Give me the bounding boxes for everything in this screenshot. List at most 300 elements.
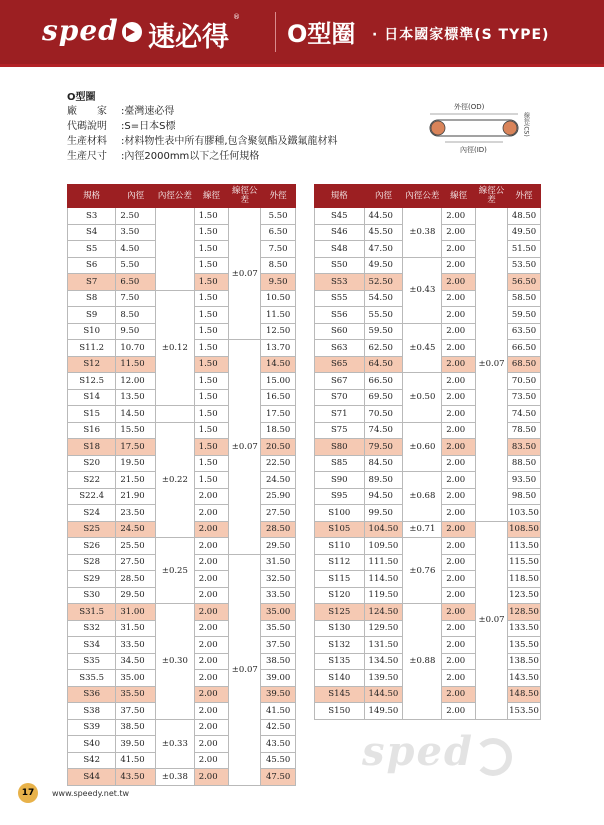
cell-od: 39.00 (261, 670, 296, 687)
cell-id: 23.50 (116, 505, 156, 522)
cell-spec: S20 (68, 455, 116, 472)
table-row (68, 422, 296, 439)
cell-id: 47.50 (364, 241, 403, 258)
cell-spec: S71 (315, 406, 365, 423)
cell-id: 79.50 (364, 439, 403, 456)
website-url: www.speedy.net.tw (52, 789, 130, 798)
cell-id: 129.50 (364, 620, 403, 637)
cell-cs: 2.00 (442, 554, 476, 571)
cell-id: 94.50 (364, 488, 403, 505)
cell-od: 20.50 (261, 439, 296, 456)
cell-od: 35.00 (261, 604, 296, 621)
cell-cs: 2.00 (442, 307, 476, 324)
cell-cs: 2.00 (442, 290, 476, 307)
cell-cs: 2.00 (442, 538, 476, 555)
cell-spec: S42 (68, 752, 116, 769)
page-title: O型圈 (287, 20, 356, 48)
cell-id: 28.50 (116, 571, 156, 588)
cell-od: 128.50 (508, 604, 541, 621)
cs-tolerance: ±0.07 (229, 208, 261, 340)
cell-cs: 2.00 (194, 719, 229, 736)
id-tolerance: ±0.45 (403, 323, 442, 373)
cell-od: 51.50 (508, 241, 541, 258)
cell-cs: 1.50 (194, 373, 229, 390)
cell-id: 139.50 (364, 670, 403, 687)
cell-id: 43.50 (116, 769, 156, 786)
cell-od: 83.50 (508, 439, 541, 456)
cell-id: 41.50 (116, 752, 156, 769)
cell-spec: S35.5 (68, 670, 116, 687)
cell-spec: S14 (68, 389, 116, 406)
id-tolerance: ±0.68 (403, 472, 442, 522)
cell-cs: 2.00 (194, 703, 229, 720)
cell-cs: 2.00 (194, 653, 229, 670)
cell-spec: S25 (68, 521, 116, 538)
cell-od: 49.50 (508, 224, 541, 241)
cell-spec: S48 (315, 241, 365, 258)
id-tolerance: ±0.71 (403, 521, 442, 538)
info-key: 廠 家 (67, 106, 107, 117)
cell-od: 35.50 (261, 620, 296, 637)
cell-od: 12.50 (261, 323, 296, 340)
cell-id: 29.50 (116, 587, 156, 604)
cell-spec: S22.4 (68, 488, 116, 505)
cell-spec: S5 (68, 241, 116, 258)
cell-cs: 2.00 (442, 241, 476, 258)
info-key: 生產尺寸 (67, 151, 107, 162)
cell-spec: S95 (315, 488, 365, 505)
brand-name-cn: 速必得 (148, 22, 229, 53)
cell-spec: S6 (68, 257, 116, 274)
cell-cs: 2.00 (442, 488, 476, 505)
info-value: :材料物性表中所有膠種,包含聚氨酯及鐵氟龍材料 (121, 136, 338, 147)
column-header: 內徑 (116, 185, 156, 208)
cell-cs: 1.50 (194, 307, 229, 324)
id-tolerance: ±0.76 (403, 538, 442, 604)
cs-tolerance: ±0.07 (229, 554, 261, 785)
cell-id: 34.50 (116, 653, 156, 670)
cell-cs: 1.50 (194, 257, 229, 274)
cell-spec: S34 (68, 637, 116, 654)
cell-od: 27.50 (261, 505, 296, 522)
cell-cs: 2.00 (194, 769, 229, 786)
spec-table-right (314, 184, 541, 720)
cell-spec: S67 (315, 373, 365, 390)
column-header: 線徑公差 (476, 185, 508, 208)
cell-cs: 2.00 (442, 686, 476, 703)
cell-spec: S53 (315, 274, 365, 291)
cell-cs: 1.50 (194, 224, 229, 241)
cell-cs: 2.00 (194, 752, 229, 769)
cell-id: 21.50 (116, 472, 156, 489)
cell-cs: 1.50 (194, 422, 229, 439)
cell-id: 8.50 (116, 307, 156, 324)
cell-od: 78.50 (508, 422, 541, 439)
cell-id: 24.50 (116, 521, 156, 538)
column-header: 線徑 (442, 185, 476, 208)
cell-id: 109.50 (364, 538, 403, 555)
cell-od: 58.50 (508, 290, 541, 307)
cell-id: 37.50 (116, 703, 156, 720)
cell-spec: S55 (315, 290, 365, 307)
o-ring-diagram (420, 100, 540, 160)
id-tolerance: ±0.38 (156, 769, 195, 786)
column-header: 內徑公差 (403, 185, 442, 208)
cell-od: 42.50 (261, 719, 296, 736)
cell-od: 138.50 (508, 653, 541, 670)
cell-id: 27.50 (116, 554, 156, 571)
table-row (68, 208, 296, 225)
cell-id: 11.50 (116, 356, 156, 373)
cell-spec: S15 (68, 406, 116, 423)
cell-od: 32.50 (261, 571, 296, 588)
cell-spec: S135 (315, 653, 365, 670)
cell-od: 43.50 (261, 736, 296, 753)
id-tolerance: ±0.12 (156, 290, 195, 406)
cell-cs: 2.00 (442, 703, 476, 720)
cell-od: 133.50 (508, 620, 541, 637)
column-header: 內徑 (364, 185, 403, 208)
cell-spec: S24 (68, 505, 116, 522)
cell-id: 119.50 (364, 587, 403, 604)
cell-cs: 2.00 (442, 604, 476, 621)
id-tolerance: ±0.60 (403, 422, 442, 472)
cell-cs: 2.00 (442, 571, 476, 588)
column-header: 線徑公差 (229, 185, 261, 208)
cell-od: 93.50 (508, 472, 541, 489)
cell-spec: S115 (315, 571, 365, 588)
page-number: 17 (18, 783, 38, 803)
cell-id: 149.50 (364, 703, 403, 720)
cell-spec: S80 (315, 439, 365, 456)
cell-id: 84.50 (364, 455, 403, 472)
column-header: 外徑 (508, 185, 541, 208)
cell-cs: 2.00 (194, 538, 229, 555)
watermark-logo: sped (362, 728, 474, 775)
cell-spec: S110 (315, 538, 365, 555)
cell-spec: S31.5 (68, 604, 116, 621)
cell-spec: S32 (68, 620, 116, 637)
cell-od: 8.50 (261, 257, 296, 274)
cell-od: 31.50 (261, 554, 296, 571)
cell-cs: 1.50 (194, 472, 229, 489)
info-value: :S=日本S標 (121, 121, 176, 132)
cell-cs: 2.00 (442, 274, 476, 291)
cell-spec: S9 (68, 307, 116, 324)
cell-id: 45.50 (364, 224, 403, 241)
cell-id: 31.00 (116, 604, 156, 621)
column-header: 線徑 (194, 185, 229, 208)
cell-spec: S105 (315, 521, 365, 538)
table-row (68, 290, 296, 307)
spec-table-left (67, 184, 296, 786)
cell-spec: S36 (68, 686, 116, 703)
cell-spec: S90 (315, 472, 365, 489)
cell-cs: 2.00 (194, 637, 229, 654)
cell-od: 7.50 (261, 241, 296, 258)
cell-id: 21.90 (116, 488, 156, 505)
info-key: 生產材料 (67, 136, 107, 147)
id-tolerance: ±0.22 (156, 422, 195, 538)
cs-tolerance: ±0.07 (229, 340, 261, 555)
cell-spec: S145 (315, 686, 365, 703)
header-underline (0, 64, 604, 67)
table-row (68, 406, 296, 423)
od-label: 外徑(OD) (454, 103, 485, 111)
cell-od: 143.50 (508, 670, 541, 687)
cell-cs: 2.00 (442, 406, 476, 423)
cell-spec: S11.2 (68, 340, 116, 357)
id-tolerance (156, 406, 195, 423)
cell-spec: S4 (68, 224, 116, 241)
cell-cs: 2.00 (442, 620, 476, 637)
cell-od: 5.50 (261, 208, 296, 225)
cell-cs: 2.00 (442, 670, 476, 687)
ring-section-left (431, 121, 445, 135)
cell-spec: S8 (68, 290, 116, 307)
cell-id: 10.70 (116, 340, 156, 357)
cell-cs: 1.50 (194, 274, 229, 291)
logo-arrow-icon (122, 22, 142, 42)
cell-spec: S40 (68, 736, 116, 753)
cell-cs: 2.00 (442, 653, 476, 670)
cell-cs: 2.00 (194, 686, 229, 703)
cell-cs: 2.00 (442, 340, 476, 357)
cell-id: 7.50 (116, 290, 156, 307)
cell-id: 3.50 (116, 224, 156, 241)
cell-od: 13.70 (261, 340, 296, 357)
cell-od: 59.50 (508, 307, 541, 324)
cell-id: 15.50 (116, 422, 156, 439)
info-value: :內徑2000mm以下之任何規格 (121, 151, 260, 162)
cell-spec: S12.5 (68, 373, 116, 390)
header-divider (275, 12, 276, 52)
cell-cs: 2.00 (194, 554, 229, 571)
cs-tolerance: ±0.07 (476, 208, 508, 522)
cell-id: 6.50 (116, 274, 156, 291)
table-row (315, 257, 541, 274)
id-tolerance (156, 208, 195, 291)
cell-cs: 2.00 (194, 571, 229, 588)
cell-od: 39.50 (261, 686, 296, 703)
cell-id: 89.50 (364, 472, 403, 489)
cell-od: 25.90 (261, 488, 296, 505)
cell-cs: 2.00 (442, 208, 476, 225)
cell-od: 74.50 (508, 406, 541, 423)
table-row (315, 373, 541, 390)
cell-id: 66.50 (364, 373, 403, 390)
cell-spec: S46 (315, 224, 365, 241)
cell-id: 124.50 (364, 604, 403, 621)
cell-cs: 2.00 (442, 472, 476, 489)
cell-spec: S7 (68, 274, 116, 291)
table-row (315, 422, 541, 439)
cell-spec: S38 (68, 703, 116, 720)
cell-id: 104.50 (364, 521, 403, 538)
cell-cs: 1.50 (194, 356, 229, 373)
cell-od: 29.50 (261, 538, 296, 555)
cell-cs: 1.50 (194, 290, 229, 307)
column-header: 規格 (315, 185, 365, 208)
cell-cs: 2.00 (194, 670, 229, 687)
cell-od: 28.50 (261, 521, 296, 538)
cell-id: 5.50 (116, 257, 156, 274)
cell-cs: 1.50 (194, 323, 229, 340)
cell-id: 14.50 (116, 406, 156, 423)
cell-cs: 2.00 (194, 736, 229, 753)
cell-cs: 2.00 (194, 505, 229, 522)
cell-od: 22.50 (261, 455, 296, 472)
cell-cs: 1.50 (194, 455, 229, 472)
cell-cs: 2.00 (442, 389, 476, 406)
cell-id: 31.50 (116, 620, 156, 637)
cell-od: 24.50 (261, 472, 296, 489)
cell-spec: S10 (68, 323, 116, 340)
cell-od: 33.50 (261, 587, 296, 604)
column-header: 外徑 (261, 185, 296, 208)
cell-spec: S35 (68, 653, 116, 670)
page-subtitle: · 日本國家標準(S TYPE) (372, 27, 550, 43)
cell-spec: S3 (68, 208, 116, 225)
cell-spec: S50 (315, 257, 365, 274)
cell-spec: S125 (315, 604, 365, 621)
cell-od: 88.50 (508, 455, 541, 472)
cell-id: 25.50 (116, 538, 156, 555)
cell-spec: S18 (68, 439, 116, 456)
cell-id: 111.50 (364, 554, 403, 571)
cell-id: 44.50 (364, 208, 403, 225)
ring-section-right (503, 121, 517, 135)
registered-mark: ® (233, 13, 240, 21)
table-row (68, 604, 296, 621)
cell-od: 148.50 (508, 686, 541, 703)
cell-id: 59.50 (364, 323, 403, 340)
cell-cs: 2.00 (442, 455, 476, 472)
cell-cs: 1.50 (194, 241, 229, 258)
cell-cs: 2.00 (194, 604, 229, 621)
column-header: 規格 (68, 185, 116, 208)
cell-spec: S100 (315, 505, 365, 522)
cell-spec: S130 (315, 620, 365, 637)
cell-cs: 1.50 (194, 439, 229, 456)
cell-id: 99.50 (364, 505, 403, 522)
cell-od: 135.50 (508, 637, 541, 654)
cell-id: 70.50 (364, 406, 403, 423)
cell-od: 48.50 (508, 208, 541, 225)
cell-spec: S22 (68, 472, 116, 489)
cell-spec: S112 (315, 554, 365, 571)
cell-id: 4.50 (116, 241, 156, 258)
table-row (315, 604, 541, 621)
cell-spec: S140 (315, 670, 365, 687)
cell-id: 9.50 (116, 323, 156, 340)
column-header: 內徑公差 (156, 185, 195, 208)
table-row (315, 538, 541, 555)
cell-spec: S70 (315, 389, 365, 406)
cell-cs: 2.00 (442, 373, 476, 390)
id-tolerance: ±0.25 (156, 538, 195, 604)
table-row (68, 719, 296, 736)
watermark-arrow-icon (474, 738, 512, 776)
cell-cs: 2.00 (442, 356, 476, 373)
cell-spec: S12 (68, 356, 116, 373)
cell-spec: S39 (68, 719, 116, 736)
table-row (315, 472, 541, 489)
cell-id: 114.50 (364, 571, 403, 588)
cell-od: 38.50 (261, 653, 296, 670)
cell-id: 69.50 (364, 389, 403, 406)
cell-od: 15.00 (261, 373, 296, 390)
id-tolerance: ±0.88 (403, 604, 442, 720)
id-tolerance: ±0.43 (403, 257, 442, 323)
cell-id: 64.50 (364, 356, 403, 373)
cell-od: 63.50 (508, 323, 541, 340)
table-row (315, 323, 541, 340)
id-label: 內徑(ID) (460, 146, 487, 154)
cell-spec: S45 (315, 208, 365, 225)
cell-spec: S60 (315, 323, 365, 340)
cell-od: 113.50 (508, 538, 541, 555)
cell-spec: S16 (68, 422, 116, 439)
cell-spec: S75 (315, 422, 365, 439)
cell-od: 53.50 (508, 257, 541, 274)
cell-od: 123.50 (508, 587, 541, 604)
cell-cs: 2.00 (442, 224, 476, 241)
header-banner (0, 0, 604, 64)
cell-cs: 1.50 (194, 208, 229, 225)
cell-id: 62.50 (364, 340, 403, 357)
cell-spec: S30 (68, 587, 116, 604)
cell-od: 11.50 (261, 307, 296, 324)
cell-cs: 2.00 (442, 637, 476, 654)
cell-id: 55.50 (364, 307, 403, 324)
cell-id: 144.50 (364, 686, 403, 703)
cell-od: 47.50 (261, 769, 296, 786)
id-tolerance: ±0.30 (156, 604, 195, 720)
table-row (315, 208, 541, 225)
cell-od: 56.50 (508, 274, 541, 291)
cell-od: 98.50 (508, 488, 541, 505)
cell-cs: 2.00 (442, 422, 476, 439)
brand-logo: sped (42, 14, 119, 47)
cell-cs: 2.00 (442, 587, 476, 604)
cell-spec: S65 (315, 356, 365, 373)
cell-id: 52.50 (364, 274, 403, 291)
cell-cs: 2.00 (442, 257, 476, 274)
table-row (315, 521, 541, 538)
cell-id: 33.50 (116, 637, 156, 654)
cell-id: 35.00 (116, 670, 156, 687)
info-line (67, 119, 175, 134)
cell-cs: 2.00 (442, 439, 476, 456)
cell-od: 14.50 (261, 356, 296, 373)
cell-id: 74.50 (364, 422, 403, 439)
cell-cs: 1.50 (194, 340, 229, 357)
id-tolerance: ±0.50 (403, 373, 442, 423)
cell-cs: 1.50 (194, 389, 229, 406)
cell-spec: S29 (68, 571, 116, 588)
cell-id: 134.50 (364, 653, 403, 670)
cell-cs: 2.00 (442, 323, 476, 340)
cell-id: 17.50 (116, 439, 156, 456)
cell-id: 131.50 (364, 637, 403, 654)
info-value: :臺灣速必得 (121, 106, 175, 117)
cell-od: 103.50 (508, 505, 541, 522)
cell-od: 70.50 (508, 373, 541, 390)
cell-od: 45.50 (261, 752, 296, 769)
cell-od: 9.50 (261, 274, 296, 291)
info-line (67, 149, 259, 164)
